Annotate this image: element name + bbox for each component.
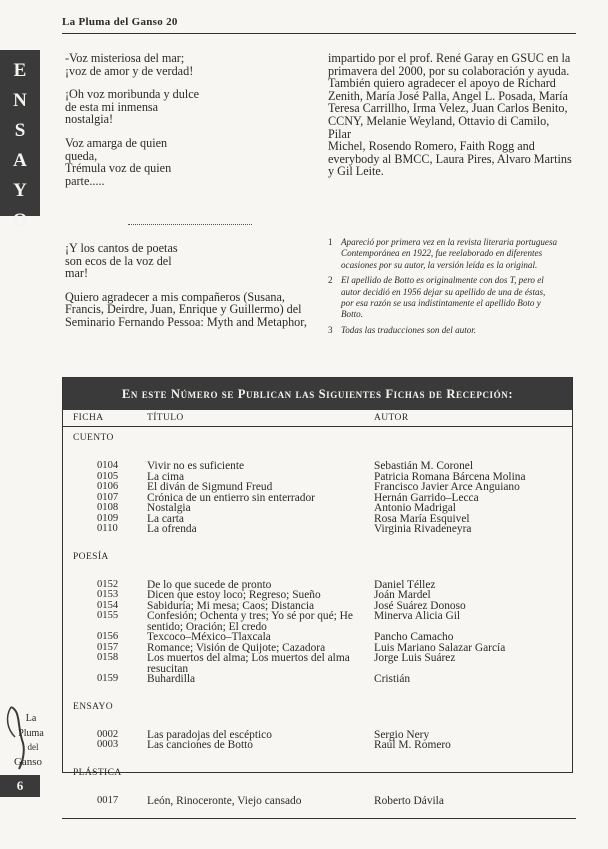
poem-stanza	[65, 137, 313, 187]
ficha-title: Vivir no es suficiente	[147, 460, 245, 472]
text-line: También quiero agradecer el apoyo de Richard	[328, 76, 556, 91]
ficha-title: Sabiduría; Mi mesa; Caos; Distancia	[147, 599, 315, 612]
ficha-author: Daniel Téllez	[374, 578, 436, 591]
acknowledgements-continued	[328, 52, 573, 178]
section-gap	[63, 719, 572, 730]
ficha-code: 0156	[97, 631, 119, 642]
text-line: CCNY, Melanie Weyland, Ottavio di Camilo, Pilar	[328, 113, 550, 141]
poem-stanza	[65, 52, 313, 77]
fichas-section-heading: ENSAYO	[73, 701, 114, 712]
acknowledgement-paragraph	[65, 291, 313, 329]
fichas-list	[63, 427, 572, 817]
fichas-row	[63, 590, 572, 601]
fichas-section-heading: CUENTO	[73, 433, 114, 443]
section-gap	[63, 535, 572, 546]
ficha-code: 0152	[97, 578, 119, 590]
footnote-line: por esa razón se usa indistintamente el apellido Boto y	[341, 298, 541, 309]
ficha-code: 0106	[97, 481, 119, 492]
acknowledgement-paragraph	[328, 52, 573, 178]
ficha-code: 0159	[97, 673, 119, 684]
ficha-title: La cima	[147, 470, 184, 483]
ficha-title: León, Rinoceronte, Viejo cansado	[147, 794, 302, 807]
logo-line: del	[27, 742, 39, 752]
poem-stanza	[65, 242, 313, 280]
ficha-code: 0017	[97, 794, 119, 806]
text-line: everybody al BMCC, Laura Pires, Alvaro Martins	[328, 151, 572, 166]
section-letter: A	[13, 150, 27, 171]
ficha-code: 0002	[97, 728, 119, 740]
ficha-code: 0153	[97, 589, 119, 600]
ficha-title: La carta	[147, 512, 184, 525]
ficha-author: Sebastián M. Coronel	[374, 460, 474, 472]
footnote-number: 3	[328, 324, 333, 335]
ficha-title: Nostalgia	[147, 502, 191, 514]
footnote	[328, 325, 574, 336]
ficha-author: Luis Mariano Salazar García	[374, 641, 506, 654]
ficha-author: Jorge Luis Suárez	[374, 652, 456, 664]
header-ficha: FICHA	[73, 413, 104, 423]
poem-line: ¡Oh voz moribunda y dulce	[65, 87, 200, 102]
fichas-row	[63, 740, 572, 751]
footnote	[328, 237, 574, 271]
poem-line: ¡Y los cantos de poetas	[65, 241, 178, 255]
fichas-row	[63, 796, 572, 807]
poem-line: son ecos de la voz del	[65, 253, 172, 268]
footnote-line: Botto.	[341, 309, 363, 320]
ficha-code: 0107	[97, 491, 119, 503]
ficha-code: 0105	[97, 470, 119, 482]
ficha-title: Texcoco–México–Tlaxcala	[147, 631, 271, 643]
fichas-row	[63, 514, 572, 525]
ficha-author: Virginia Rivadeneyra	[374, 523, 472, 535]
logo-line: La	[25, 713, 37, 724]
ficha-author: Raúl M. Romero	[374, 739, 451, 751]
logo-line: Pluma	[18, 728, 44, 739]
poem-line: nostalgia!	[65, 112, 114, 127]
ficha-title: Las paradojas del escéptico	[147, 728, 272, 741]
text-line: primavera del 2000, por su colaboración y ayuda.	[328, 63, 570, 78]
fichas-row	[63, 611, 572, 632]
ficha-title: De lo que sucede de pronto	[147, 578, 272, 591]
text-line: Michel, Rosendo Romero, Faith Rogg and	[328, 139, 535, 154]
poem-stanza	[65, 88, 313, 126]
ficha-title: Crónica de un entierro sin enterrador	[147, 491, 315, 504]
ficha-title: El diván de Sigmund Freud	[147, 481, 273, 493]
footnotes	[328, 237, 574, 340]
section-gap	[63, 785, 572, 796]
poem-line: ¡voz de amor y de verdad!	[65, 63, 194, 78]
goose-quill-logo	[3, 703, 47, 771]
ficha-title: La ofrenda	[147, 523, 197, 535]
section-gap	[63, 569, 572, 580]
fichas-header-row	[63, 410, 572, 427]
ficha-title: Dicen que estoy loco; Regreso; Sueño	[147, 589, 321, 601]
fichas-row	[63, 730, 572, 741]
ficha-author: Roberto Dávila	[374, 794, 444, 807]
ficha-author: Pancho Camacho	[374, 631, 454, 643]
footnote-number: 2	[328, 275, 333, 286]
ficha-code: 0158	[97, 652, 119, 663]
section-letter: O	[12, 210, 28, 231]
poem-line: Voz amarga de quien	[65, 135, 168, 150]
logo-line: Ganso	[13, 756, 43, 768]
fichas-row	[63, 461, 572, 472]
poem-line: de esta mi inmensa	[65, 99, 159, 114]
footer-rule	[62, 818, 576, 819]
section-gap	[63, 751, 572, 762]
section-letter: N	[13, 90, 27, 111]
poem-closing	[65, 242, 313, 340]
section-gap	[63, 806, 572, 817]
section-letter: E	[13, 60, 27, 81]
text-line: Francis, Deirdre, Juan, Enrique y Guillermo) del	[65, 302, 302, 317]
ficha-author: Sergio Nery	[374, 728, 430, 741]
ficha-author: Cristián	[374, 673, 411, 685]
poem-line: mar!	[65, 266, 89, 281]
header-autor: AUTOR	[374, 413, 409, 423]
poem-line: -Voz misteriosa del mar;	[65, 51, 185, 65]
ficha-code: 0108	[97, 502, 119, 513]
section-letter: Y	[13, 180, 27, 201]
header-rule	[62, 33, 576, 34]
poem-stanzas	[65, 52, 313, 198]
footnote-line: Contemporánea en 1922, fue reelaborado en diferentes	[341, 248, 543, 259]
fichas-row	[63, 482, 572, 493]
ficha-title: Confesión; Ochenta y tres; Yo sé por qué; He sentido; Oración; El credo	[147, 610, 353, 633]
section-gap	[63, 450, 572, 461]
ficha-code: 0154	[97, 599, 119, 611]
ficha-author: Rosa María Esquivel	[374, 512, 470, 525]
poem-line: parte.....	[65, 173, 105, 188]
ficha-code: 0110	[97, 523, 118, 534]
ficha-title: Romance; Visión de Quijote; Cazadora	[147, 641, 326, 654]
running-header: La Pluma del Ganso 20	[62, 16, 178, 28]
footnote-number: 1	[328, 237, 333, 247]
ficha-title: Los muertos del alma; Los muertos del alma resucitan	[147, 652, 350, 675]
ficha-code: 0155	[97, 610, 119, 621]
header-rule	[63, 426, 572, 427]
footnote-line: El apellido de Botto es originalmente con dos T, pero el	[341, 275, 544, 286]
header-titulo: TÍTULO	[147, 413, 184, 423]
ficha-author: José Suárez Donoso	[374, 599, 466, 612]
fichas-row	[63, 524, 572, 535]
text-line: Zenith, María José Palla, Angel L. Posada, María	[328, 88, 568, 103]
text-line: impartido por el prof. René Garay en GSUC en la	[328, 51, 571, 65]
footnote	[328, 275, 574, 321]
fichas-row	[63, 632, 572, 643]
ficha-code: 0104	[97, 460, 119, 471]
page-number: 6	[0, 775, 40, 797]
section-letter: S	[14, 120, 26, 141]
ficha-code: 0003	[97, 739, 119, 750]
ficha-code: 0157	[97, 641, 119, 653]
fichas-section-heading: POESÍA	[73, 551, 109, 562]
dotted-separator	[128, 224, 252, 225]
fichas-box	[62, 377, 573, 807]
fichas-section-heading: PLÁSTICA	[73, 767, 122, 778]
footnote-line: ocasiones por su autor, la versión leída es la original.	[341, 259, 538, 270]
ficha-author: Patricia Romana Bárcena Molina	[374, 470, 526, 483]
ficha-author: Francisco Javier Arce Anguiano	[374, 481, 520, 493]
ficha-author: Hernán Garrido–Lecca	[374, 491, 479, 504]
ficha-title: Buhardilla	[147, 673, 196, 685]
footnote-line: Apareció por primera vez en la revista literaria portuguesa	[341, 237, 558, 247]
text-line: Seminario Fernando Pessoa: Myth and Metaphor,	[65, 314, 307, 329]
fichas-row	[63, 674, 572, 685]
ficha-author: Minerva Alicia Gil	[374, 610, 461, 622]
section-gap	[63, 685, 572, 696]
text-line: Quiero agradecer a mis compañeros (Susana,	[65, 289, 285, 304]
footnote-line: Todas las traducciones son del autor.	[341, 324, 477, 335]
poem-line: Trémula voz de quien	[65, 161, 172, 176]
section-tab-ensayo	[0, 50, 40, 231]
fichas-row	[63, 653, 572, 674]
ficha-author: Joán Mardel	[374, 589, 431, 601]
fichas-row	[63, 503, 572, 514]
footnote-line: autor decidió en 1956 dejar su apellido de una de éstas,	[341, 286, 546, 297]
poem-line: queda,	[65, 148, 98, 163]
text-line: Teresa Carrillho, Irma Velez, Juan Carlos Benito,	[328, 101, 568, 116]
fichas-title: En este Número se Publican las Siguientes Fichas de Recepción:	[63, 378, 572, 410]
ficha-author: Antonio Madrigal	[374, 502, 456, 514]
fichas-row	[63, 493, 572, 504]
ficha-code: 0109	[97, 512, 119, 524]
text-line: y Gil Leite.	[328, 164, 384, 179]
ficha-title: Las canciones de Botto	[147, 739, 253, 751]
